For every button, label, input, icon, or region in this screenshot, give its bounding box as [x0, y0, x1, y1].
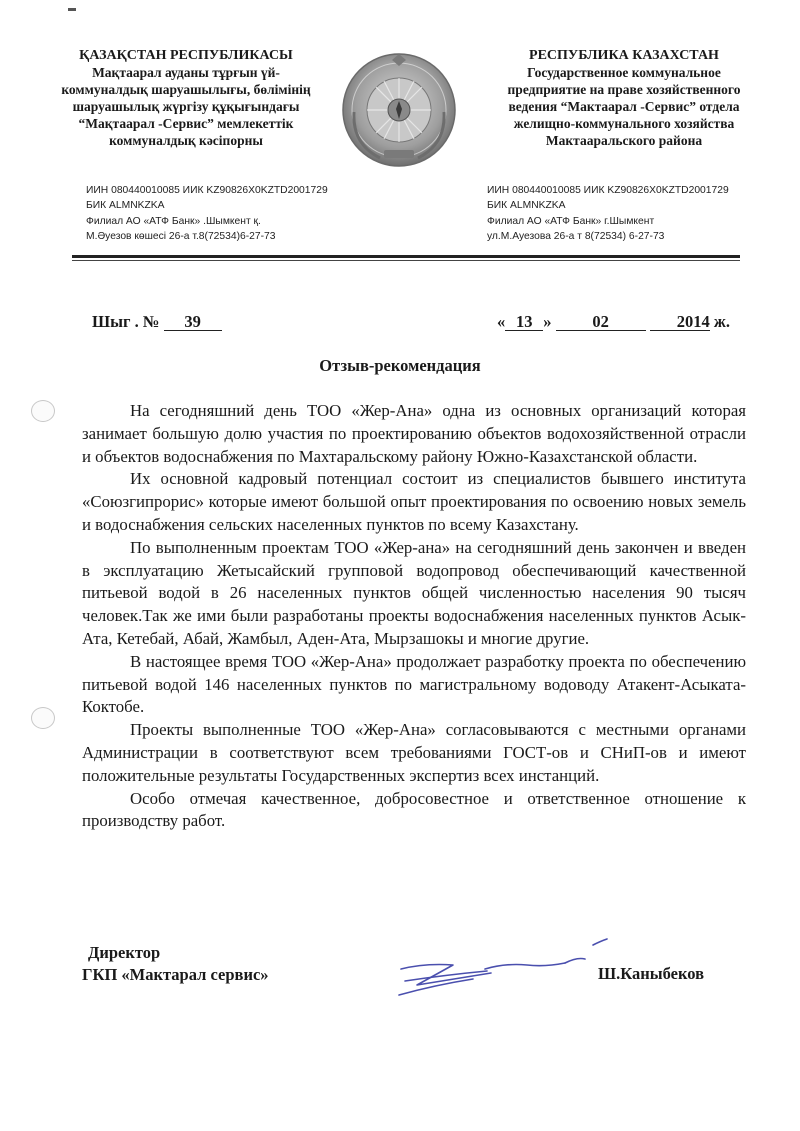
- handwritten-signature-icon: [395, 935, 620, 1000]
- date-suffix: ж.: [713, 312, 730, 331]
- letter-date: [497, 312, 730, 332]
- requisite-line: Филиал АО «АТФ Банк» г.Шымкент: [487, 215, 655, 227]
- requisite-line: ИИН 080440010085 ИИК KZ90826X0KZTD2001729: [86, 185, 328, 196]
- header-ru-org-line: предприятие на праве хозяйственного: [507, 82, 741, 97]
- body-paragraph: Особо отмечая качественное, добросовестное и ответственное отношение к производству работ.: [82, 788, 746, 831]
- header-kz-org-line: Мақтаарал ауданы тұрғын үй-: [92, 65, 280, 80]
- outgoing-number-value: 39: [164, 313, 222, 331]
- header-ru-org-line: желищно-коммунального хозяйства: [513, 116, 735, 131]
- outgoing-number-label: Шыг . №: [92, 312, 160, 331]
- body-paragraph: Проекты выполненные ТОО «Жер-Ана» согласовываются с местными органами Администрации в соответствуют всем требованиями ГОСТ-ов и СНиП-ов и имеют положительные результаты Государственных экспертиз всех инстанций.: [82, 720, 746, 785]
- signatory-role: Директор: [88, 943, 161, 962]
- date-month: 02: [556, 313, 646, 331]
- date-day: 13: [505, 313, 543, 331]
- header-kazakh: [36, 47, 336, 149]
- letter-body: [82, 400, 746, 833]
- body-paragraph: На сегодняшний день ТОО «Жер-Ана» одна из основных организаций которая занимает большую долю участия по проектированию объектов водохозяйственной отрасли и объектов водоснабжения по Махтаральскому району Южно-Казахстанской области.: [82, 401, 746, 466]
- header-ru-org-line: ведения “Мактаарал -Сервис” отдела: [508, 99, 740, 114]
- requisite-line: БИК ALMNKZKA: [487, 200, 566, 212]
- header-divider: [72, 255, 740, 258]
- requisite-line: БИК ALMNKZKA: [86, 200, 165, 212]
- header-kz-org-line: шаруашылық жүргізу құқығындағы: [72, 99, 300, 114]
- requisites-russian: [487, 183, 787, 244]
- signatory-name: Ш.Каныбеков: [598, 964, 705, 983]
- body-paragraph: Их основной кадровый потенциал состоит из специалистов бывшего института «Союзгипрорис» которые имеют большой опыт проектирования по освоению новых земель и водоснабжения сельских населенных пунктов по всему Казахстану.: [82, 469, 746, 534]
- header-kz-org-line: “Мақтаарал -Сервис” мемлекеттік: [78, 116, 294, 131]
- requisites-kazakh: [86, 183, 386, 244]
- requisite-line: М.Әуезов көшесі 26-а т.8(72534)6-27-73: [86, 230, 276, 242]
- requisite-line: ИИН 080440010085 ИИК KZ90826X0KZTD2001729: [487, 185, 729, 196]
- date-year: 2014: [650, 313, 710, 331]
- header-kz-org-line: коммуналдық кәсіпорны: [109, 133, 263, 148]
- punch-hole: [31, 400, 55, 422]
- signatory-org: ГКП «Мактарал сервис»: [82, 965, 269, 984]
- document-title: Отзыв-рекомендация: [319, 356, 481, 375]
- header-ru-country: РЕСПУБЛИКА КАЗАХСТАН: [529, 48, 719, 63]
- body-paragraph: В настоящее время ТОО «Жер-Ана» продолжает разработку проекта по обеспечению питьевой водой 146 населенных пунктов по магистральному водоводу Атакент-Асыката-Коктобе.: [82, 651, 746, 717]
- header-kz-org-line: коммуналдық шаруашылығы, бөлімінің: [61, 82, 311, 97]
- date-open-quote: «: [497, 312, 506, 331]
- scan-mark: [68, 8, 76, 11]
- requisite-line: Филиал АО «АТФ Банк» .Шымкент қ.: [86, 215, 261, 227]
- header-kz-country: ҚАЗАҚСТАН РЕСПУБЛИКАСЫ: [79, 48, 293, 63]
- date-close-quote: »: [543, 312, 552, 331]
- header-ru-org-line: Государственное коммунальное: [527, 65, 721, 80]
- header-ru-org-line: Мактааральского района: [545, 133, 703, 148]
- signatory-block: [82, 942, 269, 986]
- punch-hole: [31, 707, 55, 729]
- kazakhstan-state-emblem-icon: [340, 52, 458, 168]
- outgoing-number: [92, 312, 222, 332]
- body-paragraph: По выполненным проектам ТОО «Жер-ана» на сегодняшний день закончен и введен в эксплуатацию Жетысайский групповой водопровод обеспечивающий качественной питьевой водой в 26 населенных пунктов общей численностью населения 90 тысяч человек.Так же ими были разработаны проекты водоснабжения населенных пунктов Асык-Ата, Кетебай, Абай, Жамбыл, Аден-Ата, Мырзашокы и многие другие.: [82, 537, 746, 648]
- header-divider-thin: [72, 260, 740, 261]
- requisite-line: ул.М.Ауезова 26-а т 8(72534) 6-27-73: [487, 230, 665, 242]
- header-russian: [474, 47, 774, 149]
